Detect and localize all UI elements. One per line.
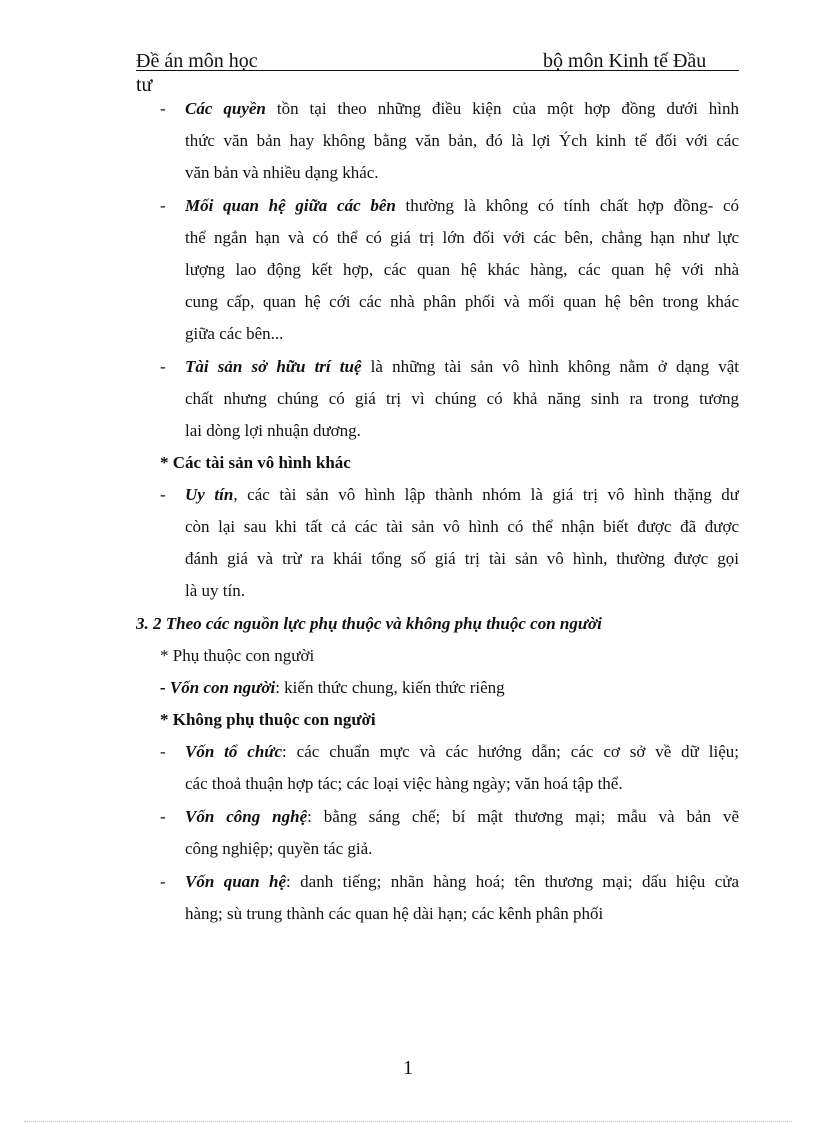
list-item-line [185, 356, 739, 378]
term-bold-italic: Vốn quan hệ [185, 872, 287, 891]
list-item-line: chất nhưng chúng có giá trị vì chúng có khả năng sinh ra trong tương [185, 389, 739, 408]
list-item-line: là uy tín. [185, 581, 245, 600]
list-item-line [185, 195, 739, 217]
list-bullet: - [160, 357, 166, 376]
term-bold-italic: Tài sản sở hữu trí tuệ [185, 357, 362, 376]
term-bold-italic: - Vốn con người [160, 678, 276, 697]
list-item-line [185, 741, 739, 763]
list-item-line: công nghiệp; quyền tác giả. [185, 839, 373, 858]
line-text: là những tài sản vô hình không nằm ở dạng vật [361, 357, 739, 376]
list-item-line [185, 98, 739, 120]
term-bold-italic: Các quyền [185, 99, 266, 118]
list-item-line: lai dòng lợi nhuận dương. [185, 421, 361, 440]
subheading-human-dependent: * Phụ thuộc con người [160, 646, 315, 665]
list-bullet: - [160, 99, 166, 118]
list-item-line: còn lại sau khi tất cả các tài sản vô hình có thể nhận biết được đã được [185, 517, 739, 536]
list-item-line [185, 806, 739, 828]
page-number: 1 [403, 1057, 413, 1079]
list-bullet: - [160, 196, 166, 215]
line-text: tồn tại theo những điều kiện của một hợp đồng dưới hình [265, 99, 739, 118]
section-title: 3. 2 Theo các nguồn lực phụ thuộc và không phụ thuộc con người [136, 614, 602, 633]
list-bullet: - [160, 872, 166, 891]
page-boundary-divider [24, 1121, 792, 1122]
line-text: : bằng sáng chế; bí mật thương mại; mẫu và bản vẽ [307, 807, 739, 826]
subheading-human-independent: * Không phụ thuộc con người [160, 710, 376, 729]
header-title: Đề án môn học [136, 50, 258, 72]
list-bullet: - [160, 485, 166, 504]
line-text: : kiến thức chung, kiến thức riêng [275, 678, 505, 697]
header-department-continued: tư [136, 74, 153, 96]
list-item-line: thức văn bản hay không bằng văn bản, đó là lợi Ých kinh tế đối với các [185, 131, 739, 150]
list-bullet: - [160, 807, 166, 826]
list-item-line: lượng lao động kết hợp, các quan hệ khác hàng, các quan hệ với nhà [185, 260, 739, 279]
line-text: : danh tiếng; nhãn hàng hoá; tên thương mại; dấu hiệu cửa [286, 872, 739, 891]
list-item-line [185, 871, 739, 893]
list-item-line: thể ngắn hạn và có thể có giá trị lớn đối với các bên, chẳng hạn như lực [185, 228, 739, 247]
term-bold-italic: Mối quan hệ giữa các bên [185, 196, 396, 215]
list-item-line: đánh giá và trừ ra khái tổng số giá trị tài sản vô hình, thường được gọi [185, 549, 739, 568]
line-text: thường là không có tính chất hợp đồng- có [395, 196, 739, 215]
list-item-line: các thoả thuận hợp tác; các loại việc hàng ngày; văn hoá tập thể. [185, 774, 623, 793]
list-item-line [185, 484, 739, 506]
line-text: : các chuẩn mực và các hướng dẫn; các cơ sở về dữ liệu; [282, 742, 739, 761]
list-item-line: văn bản và nhiều dạng khác. [185, 163, 379, 182]
header-underline [136, 70, 739, 71]
list-bullet: - [160, 742, 166, 761]
term-bold-italic: Vốn công nghệ [185, 807, 308, 826]
term-bold-italic: Uy tín [185, 485, 234, 504]
list-item-line: hàng; sù trung thành các quan hệ dài hạn; các kênh phân phối [185, 904, 604, 923]
line-text: , các tài sản vô hình lập thành nhóm là giá trị vô hình thặng dư [233, 485, 739, 504]
list-item-line: cung cấp, quan hệ cới các nhà phân phối và mối quan hệ bên trong khác [185, 292, 739, 311]
list-item-line: giữa các bên... [185, 324, 284, 343]
term-bold-italic: Vốn tổ chức [185, 742, 283, 761]
header-department: bộ môn Kinh tế Đầu [543, 50, 707, 72]
human-capital-line [160, 677, 505, 699]
subheading-other-intangibles: * Các tài sản vô hình khác [160, 453, 351, 472]
